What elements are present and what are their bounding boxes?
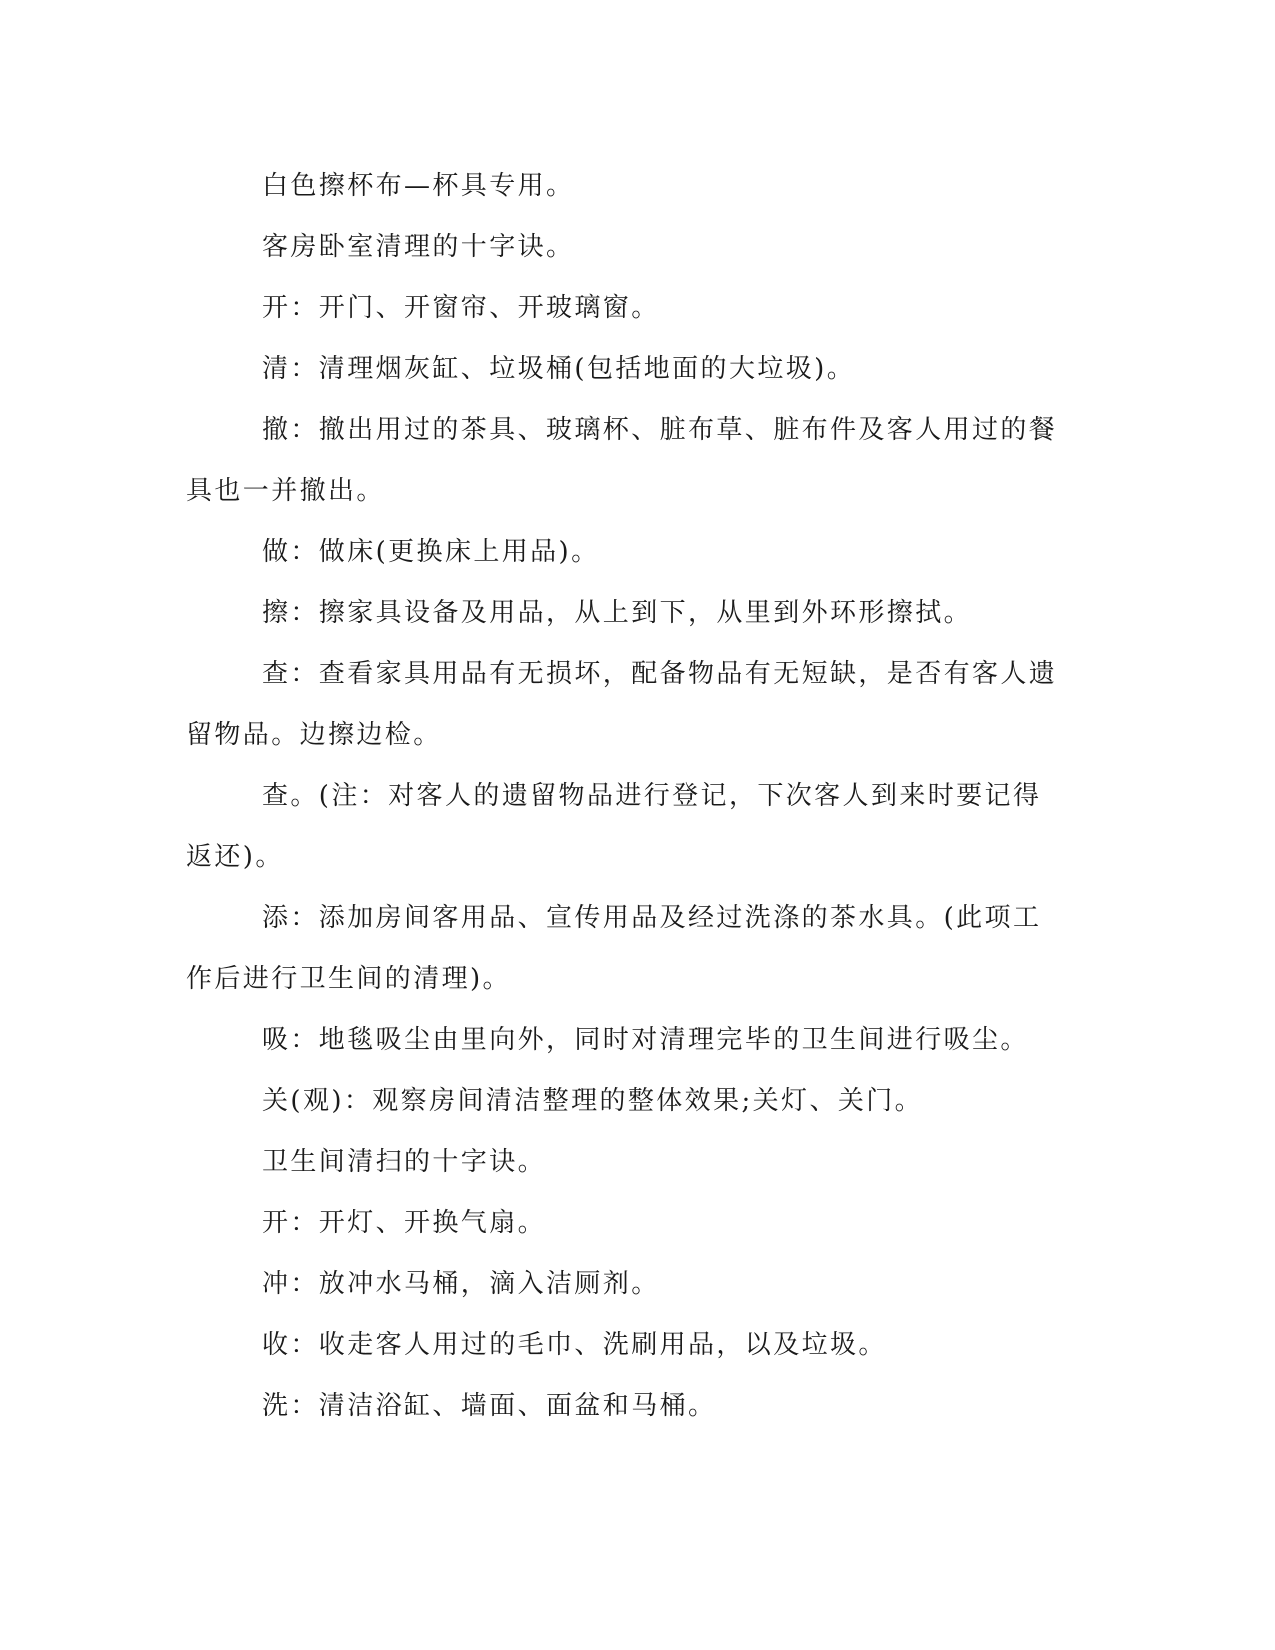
paragraph: 清：清理烟灰缸、垃圾桶(包括地面的大垃圾)。 xyxy=(262,354,856,384)
paragraph: 做：做床(更换床上用品)。 xyxy=(262,537,600,567)
paragraph: 客房卧室清理的十字诀。 xyxy=(262,232,575,262)
paragraph: 开：开灯、开换气扇。 xyxy=(262,1208,547,1238)
paragraph: 收：收走客人用过的毛巾、洗刷用品，以及垃圾。 xyxy=(262,1330,887,1360)
paragraph: 添：添加房间客用品、宣传用品及经过洗涤的茶水具。(此项工作后进行卫生间的清理)。 xyxy=(186,903,1042,994)
paragraph: 吸：地毯吸尘由里向外，同时对清理完毕的卫生间进行吸尘。 xyxy=(262,1025,1029,1055)
paragraph: 开：开门、开窗帘、开玻璃窗。 xyxy=(262,293,660,323)
paragraph: 查。(注：对客人的遗留物品进行登记，下次客人到来时要记得返还)。 xyxy=(186,781,1042,872)
paragraph: 撤：撤出用过的茶具、玻璃杯、脏布草、脏布件及客人用过的餐具也一并撤出。 xyxy=(186,415,1058,506)
paragraph: 冲：放冲水马桶，滴入洁厕剂。 xyxy=(262,1269,660,1299)
paragraph: 白色擦杯布—杯具专用。 xyxy=(262,171,575,201)
paragraph: 擦：擦家具设备及用品，从上到下，从里到外环形擦拭。 xyxy=(262,598,973,628)
paragraph: 关(观)：观察房间清洁整理的整体效果;关灯、关门。 xyxy=(262,1086,924,1116)
paragraph: 查：查看家具用品有无损坏，配备物品有无短缺，是否有客人遗留物品。边擦边检。 xyxy=(186,659,1058,750)
document-body xyxy=(186,156,1062,1437)
paragraph: 卫生间清扫的十字诀。 xyxy=(262,1147,547,1177)
paragraph: 洗：清洁浴缸、墙面、面盆和马桶。 xyxy=(262,1391,717,1421)
